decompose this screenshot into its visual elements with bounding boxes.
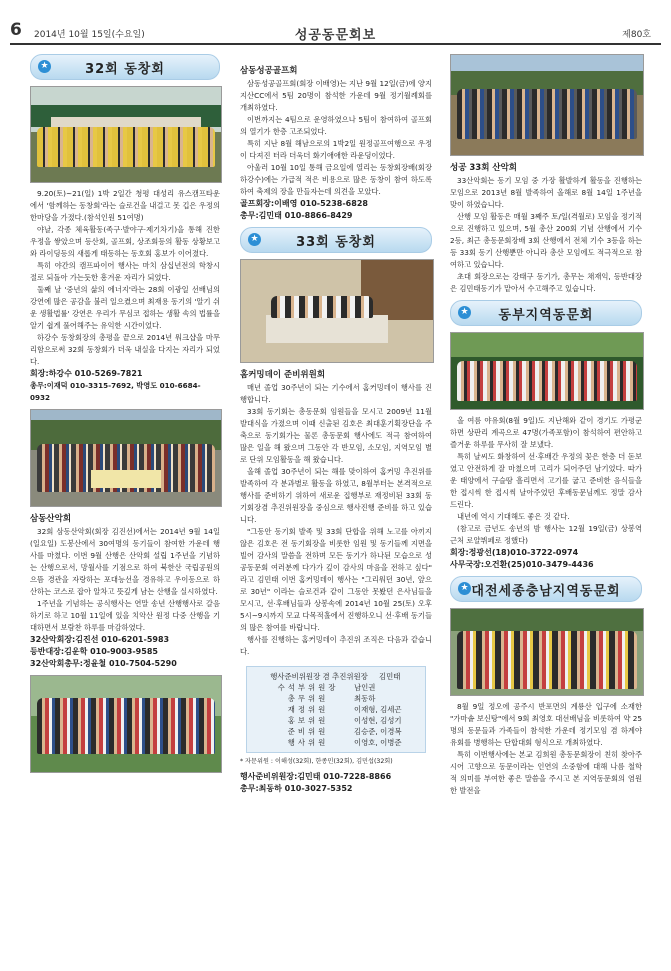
article-paragraph: 특히 야간의 캠프파이어 행사는 마치 삼십년전의 학창시절로 되돌아 가는듯한 흥겨운 자리가 되었다.	[30, 261, 220, 282]
column-left	[30, 54, 220, 773]
banner-title: 대전세종충남지역동문회	[471, 583, 621, 599]
section-title: 성공 33회 산악회	[450, 163, 518, 173]
contact-line: 회장:하강수 010-5269-7821	[30, 369, 143, 378]
photo-meeting	[240, 259, 434, 363]
contact-line: 총무:이재덕 010-3315-7692, 박영도 010-6684-0932	[30, 381, 201, 402]
photo-golf-club	[30, 675, 222, 773]
article-paragraph: 행사를 진행하는 홈커밍데이 추진위 조직은 다음과 같습니다.	[240, 635, 432, 656]
article-paragraph: 8월 9일 정오에 공주시 반포면의 계룡산 입구에 소재한 "가마솥 보신탕"에서 9회 최영호 대선배님을 비롯하여 약 25명의 동문들과 가족들이 참석한 가운데 정기모임 겸 하계야유회를 병행하는 단합대회 형식으로 개최하였다.	[450, 702, 642, 747]
contact-line: 총무:김민태 010-8866-8429	[240, 211, 353, 220]
section-title: 삼동성공골프회	[240, 66, 298, 76]
star-icon: ★	[38, 60, 51, 73]
star-icon: ★	[458, 306, 471, 319]
page-number: 6	[10, 20, 22, 40]
article-paragraph: 산행 모임 활동은 매월 3째주 토/일(격월로) 모임을 정기적으로 진행하고 있으며, 5월 총산 200회 기념 산행에서 기수 2등, 최근 총동문회장배 3회 산행에서 전체 기수 3등을 하는 등 33회 동기 산행뿐만 아니라 총산 모임에도 적극적으로 참여하고 있습니다.	[450, 212, 642, 269]
photo-daejeon-gathering	[450, 608, 644, 696]
header-rule	[10, 43, 661, 45]
roster-row: 준비위원 김승준, 이경복	[287, 727, 402, 736]
article-paragraph: 아울러 10월 10일 통해 금요일에 열리는 동창회장배(회장 하강수)에는 가급적 적은 비용으로 많은 동창이 참여 하도록 하여 축제의 장을 만들자는데 의견을 모았다.	[240, 163, 432, 196]
banner-title: 동부지역동문회	[498, 307, 594, 323]
section-banner-33	[240, 227, 432, 253]
roster-row: 홍보위원 이성현, 김성기	[287, 716, 402, 725]
article-paragraph: 특히 지난 8월 해남으로의 1박2일 원정골프여행으로 우정이 다져진 터라 더욱더 화기애애한 라운딩이었다.	[240, 139, 432, 160]
article-paragraph: 1주년을 기념하는 공식행사는 연말 송년 산행행사로 갈음하기로 하고 10월 11일에 있을 치악산 원정 다중 산행을 기대하면서 보람찬 하루를 마감하였다.	[30, 599, 220, 632]
contact-line: 총무:최동하 010-3027-5352	[240, 784, 353, 793]
roster-role: 행사준비위원장 겸 추진위원장	[270, 672, 368, 681]
roster-head-row	[253, 671, 419, 682]
article-paragraph: 야날, 각종 체육활동(족구·발야구·제기차기)을 통해 진한 우정을 쌓았으며 등산회, 골프회, 상조회등의 활동 상황보고와 라이딩등의 새롭게 태동하는 동호회 홍보가 이어졌다.	[30, 225, 220, 258]
page-header	[0, 0, 671, 44]
article-paragraph: 33회 동기회는 총동문회 임원들을 모시고 2009년 11월 발대식을 가졌으며 이때 신출된 김호은 최대훈기획장단을 주축으로 동기회가는 물론 총동문회 행사에도 적극 참여하여 많은 일을 해 왔으며 그동안 각 반모임, 소모임, 지역모임 별로 단위 모임활동을 해 왔습니다.	[240, 407, 432, 464]
article-paragraph: 내년에 역시 기대해도 좋은 것 같다.	[457, 512, 570, 521]
article-paragraph: 둘째 날 '중년의 삶의 에너지'라는 28회 이광일 선배님의 강연에 많은 공감을 불러 일으켰으며 최재용 동기의 '알기 쉬운 생활법률' 강연은 우리가 무심코 접하는 생활 속의 법률을 알기 쉽게 풀어해주는 유익한 시간이었다.	[30, 285, 220, 330]
article-paragraph: 특히 이번행사에는 본교 김희원 총동문회장이 친히 찾아주시어 고향으로 동문이라는 인연의 소중함에 대해 나름 철학적 의미를 부여한 좋은 말씀을 주시고 본 지역동문회의 염원한 발전을	[450, 750, 642, 795]
article-paragraph: 특히 날씨도 화창하여 선·후배간 우정의 꽃은 한층 더 돋보였고 안전하게 잘 마쳤으며 고리가 되어주던 남기었다. 따가운 태양에서 구슬땀 흘리면서 고기를 굽고 준비한 음식들을 한 접시씩 한 접시씩 날아주었던 후배동문님께도 정말 감사드린다.	[450, 452, 642, 509]
photo-hiking-club	[30, 409, 222, 507]
contact-line: 32산악회장:김진선 010-6201-5983	[30, 635, 170, 644]
newspaper-title: 성공동문회보	[294, 28, 377, 43]
banner-title: 32회 동창회	[85, 61, 165, 77]
committee-roster	[246, 666, 426, 753]
column-middle	[240, 64, 432, 795]
roster-row: 재정위원 이재형, 김세곤	[287, 705, 402, 714]
section-title: 홈커밍데이 준비위원회	[240, 370, 326, 380]
article-paragraph: 하강수 동창회장의 총평을 끝으로 2014년 워크샵을 마무리함으로써 32회 동창회가 더욱 내실을 다지는 자리가 되었다.	[30, 333, 220, 366]
contact-line: 행사준비위원장:김민태 010-7228-8866	[240, 772, 392, 781]
section-title: 삼동산악회	[30, 514, 72, 524]
article-paragraph: 33산악회는 동기 모임 중 가장 활발하게 활동을 진행하는 모임으로 2013년 8월 발족하여 올해로 8월 14일 1주년을 맞이 하였습니다.	[450, 176, 642, 209]
issue-date: 2014년 10월 15일(수요일)	[34, 30, 145, 40]
contact-line: 사무국장:오건환(25)010-3479-4436	[450, 560, 594, 569]
article-paragraph: (참고로 금년도 송년의 밤 행사는 12월 19일(금) 상봉역 근처 로얄뷔페로 정했다)	[450, 524, 642, 545]
photo-east-picnic	[450, 332, 644, 410]
roster-row: 총무위원 최동하	[287, 694, 376, 703]
issue-number: 제80호	[622, 30, 651, 40]
article-paragraph: 올해 졸업 30주년이 되는 해를 맞이하여 홈커밍 추진위를 발족하여 각 분과별로 활동을 하였고, 8월부터는 본격적으로 행사를 준비하기 위하여 새로운 집행부로 재정비된 33회 동기회장겸 추진위원장을 중심으로 행사진행 준비를 하고 있습니다.	[240, 467, 432, 524]
advisor-note: * 자문위원 : 이해성(32회), 한종민(32회), 김민섭(32회)	[240, 758, 393, 765]
contact-line: 32산악회총무:정윤철 010-7504-5290	[30, 659, 177, 668]
column-right	[450, 54, 642, 797]
star-icon: ★	[248, 233, 261, 246]
article-paragraph: 매년 졸업 30주년이 되는 기수에서 홈커밍데이 행사를 진행합니다.	[240, 383, 432, 404]
article-paragraph: "그동안 동기회 발족 및 33회 단합을 위해 노고를 아끼지 않은 김호은 전 동기회장을 비롯한 임원 및 동기들께 지면을 빌어 감사의 말씀을 전하며 모든 동기가 하나된 모습으로 성공동문회 여러분께 다가가 깊이 감사의 마음을 전하고 싶다" 라고 김민태 이번 홈커밍데이 행사는 "그리워던 30년, 앞으로 30년" 이라는 슬로건과 같이 그동안 못봤던 은사님들을 모시고, 선·후배님들과 상봉속에 2014년 10월 25(토) 오후 5시~9시까지 모교 다목적홀에서 진행하오니 선·후배 동기들의 많은 참여를 바랍니다.	[240, 527, 432, 632]
star-icon: ★	[458, 582, 471, 595]
photo-33-hiking	[450, 54, 644, 156]
article-paragraph: 32회 삼동산악회(회장 김진선)에서는 2014년 9월 14일(일요일) 도봉산에서 30여명의 동기들이 참여한 가운데 행사를 마쳤다. 이번 9월 산행은 산악회 설립 1주년을 기념하는 산행으로서, 망월사를 기점으로 하여 북한산 국립공원의 으뜸 경관을 자랑하는 포대능선을 경유하고 우이동으로 하산하는 코스로 잡아 알차고 뜻깊게 남는 산행을 실시하였다.	[30, 527, 220, 596]
article-paragraph: 이번까지는 4팀으로 운영하였으나 5팀이 참여하여 골프회의 열기가 한층 고조되었다.	[240, 115, 432, 136]
contact-line: 회장:정광선(18)010-3722-0974	[450, 548, 579, 557]
roster-row: 수석부위원장 남인권	[277, 683, 376, 692]
roster-row: 행사위원 이영호, 이병준	[287, 738, 402, 747]
article-paragraph: 초대 회장으로는 강태구 동기가, 총무는 채재익, 등반대장은 김민태동기가 맡아서 수고해주고 있습니다.	[450, 272, 642, 293]
roster-name: 김민태	[379, 672, 401, 681]
contact-line: 골프회장:이배영 010-5238-6828	[240, 199, 368, 208]
article-paragraph: 올 여름 야유회(8월 9일)도 지난해와 같이 경기도 가평군 하면 상판리 계곡으로 47명(가족포함)이 참석하여 편안하고 즐거운 하루를 무사히 잘 보냈다.	[450, 416, 642, 449]
section-banner-32	[30, 54, 220, 80]
section-banner-east	[450, 300, 642, 326]
contact-line: 등반대장:김운학 010-9003-9585	[30, 647, 158, 656]
banner-title: 33회 동창회	[296, 234, 376, 250]
photo-group-workshop	[30, 86, 222, 183]
section-banner-daejeon	[450, 576, 642, 602]
article-paragraph: 9.20(토)~21(일) 1박 2일간 청평 대성리 유스캠프타운에서 '함께하는 동창회'라는 슬로건을 내걸고 못 깁은 우정의 한마당을 가졌다.(참석인원 51여명)	[30, 189, 220, 222]
article-paragraph: 삼동성공골프회(회장 이배영)는 지난 9월 12일(금)에 양지 지산CC에서 5팀 20명이 참석한 가운데 9월 정기월례회를 개최하였다.	[240, 79, 432, 112]
